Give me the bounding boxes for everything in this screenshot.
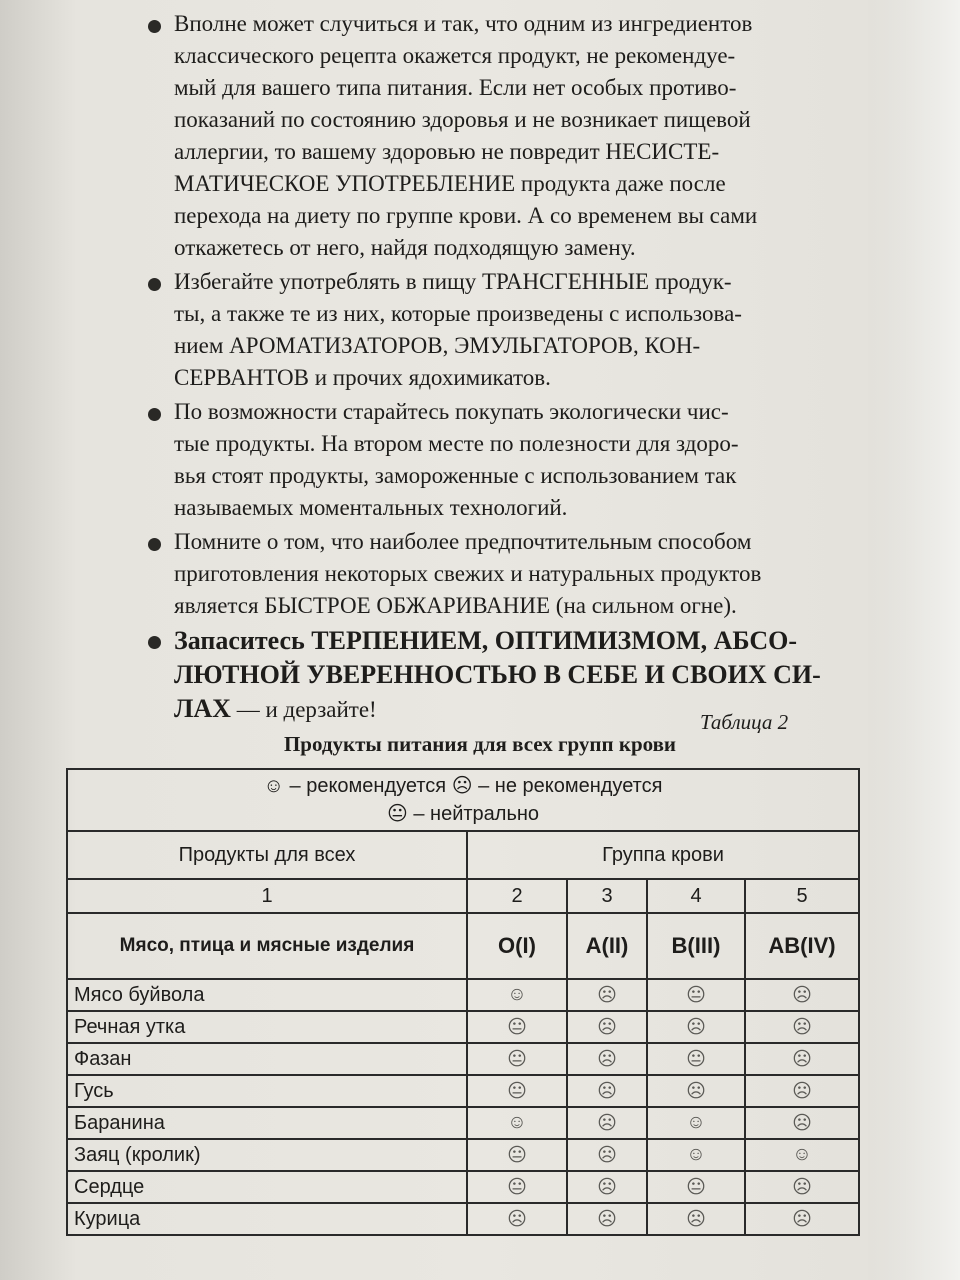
bullet-dot-icon xyxy=(148,636,161,649)
table-row xyxy=(67,1043,859,1075)
blood-type-header: A(II) xyxy=(567,913,647,979)
category-header: Мясо, птица и мясные изделия xyxy=(67,913,467,979)
text-tail: — и дерзайте! xyxy=(230,697,377,722)
text-line: называемых моментальных технологий. xyxy=(174,495,568,520)
product-name: Баранина xyxy=(67,1107,467,1139)
bad-face-icon: ☹ xyxy=(567,1043,647,1075)
blood-type-header: B(III) xyxy=(647,913,745,979)
blood-type-header: O(I) xyxy=(467,913,567,979)
bullet-item xyxy=(138,8,838,264)
text-line: МАТИЧЕСКОЕ УПОТРЕБЛЕНИЕ продукта даже после xyxy=(174,171,726,196)
table-row xyxy=(67,1011,859,1043)
text-line: является БЫСТРОЕ ОБЖАРИВАНИЕ (на сильном огне). xyxy=(174,593,737,618)
bad-face-icon: ☹ xyxy=(567,1203,647,1235)
bullet-dot-icon xyxy=(148,408,161,421)
blood-type-table xyxy=(66,768,858,1236)
product-name: Курица xyxy=(67,1203,467,1235)
text-bold: ЛАХ xyxy=(174,694,231,723)
table-row xyxy=(67,979,859,1011)
bullet-dot-icon xyxy=(148,278,161,291)
bullet-item xyxy=(138,266,838,394)
text-line: показаний по состоянию здоровья и не возникает пищевой xyxy=(174,107,751,132)
bad-face-icon: ☹ xyxy=(467,1203,567,1235)
bad-face-icon: ☹ xyxy=(567,1139,647,1171)
product-name: Гусь xyxy=(67,1075,467,1107)
table-caption: Таблица 2 xyxy=(700,710,789,734)
bad-face-icon: ☹ xyxy=(567,979,647,1011)
table-title: Продукты питания для всех групп крови xyxy=(283,732,677,756)
legend xyxy=(67,769,859,831)
col-number: 2 xyxy=(467,879,567,913)
table-row xyxy=(67,1171,859,1203)
text-line: перехода на диету по группе крови. А со временем вы сами xyxy=(174,203,758,228)
bad-face-icon: ☹ xyxy=(745,1171,859,1203)
text-line: мый для вашего типа питания. Если нет особых противо- xyxy=(174,75,737,100)
table-row xyxy=(67,1203,859,1235)
bad-face-icon: ☹ xyxy=(647,1011,745,1043)
text-line: вья стоят продукты, замороженные с использованием так xyxy=(174,463,737,488)
bullet-list xyxy=(138,8,838,729)
product-name: Речная утка xyxy=(67,1011,467,1043)
product-name: Фазан xyxy=(67,1043,467,1075)
neutral-face-icon: 😐 xyxy=(467,1139,567,1171)
col-number: 4 xyxy=(647,879,745,913)
text-line: аллергии, то вашему здоровью не повредит НЕСИСТЕ- xyxy=(174,139,720,164)
bad-face-icon: ☹ xyxy=(567,1171,647,1203)
text-line: Избегайте употреблять в пищу ТРАНСГЕННЫЕ продук- xyxy=(174,269,732,294)
text-line: ты, а также те из них, которые произведены с использова- xyxy=(174,301,742,326)
good-face-icon: ☺ xyxy=(745,1139,859,1171)
text-line: тые продукты. На втором месте по полезности для здоро- xyxy=(174,431,739,456)
neutral-face-icon: 😐 xyxy=(647,1171,745,1203)
bullet-item xyxy=(138,396,838,524)
text-line: откажетесь от него, найдя подходящую замену. xyxy=(174,235,636,260)
col-number: 5 xyxy=(745,879,859,913)
bad-face-icon: ☹ xyxy=(745,979,859,1011)
neutral-face-icon: 😐 xyxy=(647,1043,745,1075)
text-line: СЕРВАНТОВ и прочих ядохимикатов. xyxy=(174,365,551,390)
text-line: Запаситесь ТЕРПЕНИЕМ, ОПТИМИЗМОМ, АБСО- xyxy=(174,626,798,655)
header-products: Продукты для всех xyxy=(67,831,467,879)
product-name: Сердце xyxy=(67,1171,467,1203)
bad-face-icon: ☹ xyxy=(567,1075,647,1107)
neutral-face-icon: 😐 xyxy=(647,979,745,1011)
good-face-icon: ☺ xyxy=(467,979,567,1011)
product-name: Мясо буйвола xyxy=(67,979,467,1011)
good-face-icon: ☺ xyxy=(647,1139,745,1171)
text-line: приготовления некоторых свежих и натуральных продуктов xyxy=(174,561,762,586)
text-line: Вполне может случиться и так, что одним из ингредиентов xyxy=(174,11,753,36)
bullet-dot-icon xyxy=(148,20,161,33)
text-line: нием АРОМАТИЗАТОРОВ, ЭМУЛЬГАТОРОВ, КОН- xyxy=(174,333,701,358)
col-number: 1 xyxy=(67,879,467,913)
legend-line-2: 😐 – нейтрально xyxy=(386,803,540,825)
legend-line-1: ☺ – рекомендуется ☹ – не рекомендуется xyxy=(263,775,663,797)
bad-face-icon: ☹ xyxy=(745,1075,859,1107)
neutral-face-icon: 😐 xyxy=(467,1043,567,1075)
bad-face-icon: ☹ xyxy=(567,1107,647,1139)
table-row xyxy=(67,1139,859,1171)
bad-face-icon: ☹ xyxy=(647,1203,745,1235)
bad-face-icon: ☹ xyxy=(745,1107,859,1139)
bullet-item xyxy=(138,526,838,622)
text-line: Помните о том, что наиболее предпочтительным способом xyxy=(174,529,752,554)
neutral-face-icon: 😐 xyxy=(467,1011,567,1043)
header-blood-group: Группа крови xyxy=(467,831,859,879)
blood-type-header: AB(IV) xyxy=(745,913,859,979)
bad-face-icon: ☹ xyxy=(745,1043,859,1075)
neutral-face-icon: 😐 xyxy=(467,1075,567,1107)
text-line: ЛЮТНОЙ УВЕРЕННОСТЬЮ В СЕБЕ И СВОИХ СИ- xyxy=(174,660,821,689)
table-row xyxy=(67,1075,859,1107)
product-name: Заяц (кролик) xyxy=(67,1139,467,1171)
bullet-dot-icon xyxy=(148,538,161,551)
bad-face-icon: ☹ xyxy=(745,1203,859,1235)
good-face-icon: ☺ xyxy=(467,1107,567,1139)
table-row xyxy=(67,1107,859,1139)
text-line: классического рецепта окажется продукт, не рекомендуе- xyxy=(174,43,736,68)
bad-face-icon: ☹ xyxy=(567,1011,647,1043)
bad-face-icon: ☹ xyxy=(647,1075,745,1107)
good-face-icon: ☺ xyxy=(647,1107,745,1139)
neutral-face-icon: 😐 xyxy=(467,1171,567,1203)
col-number: 3 xyxy=(567,879,647,913)
page-edge xyxy=(870,0,960,1280)
bad-face-icon: ☹ xyxy=(745,1011,859,1043)
text-line: По возможности старайтесь покупать экологически чис- xyxy=(174,399,729,424)
